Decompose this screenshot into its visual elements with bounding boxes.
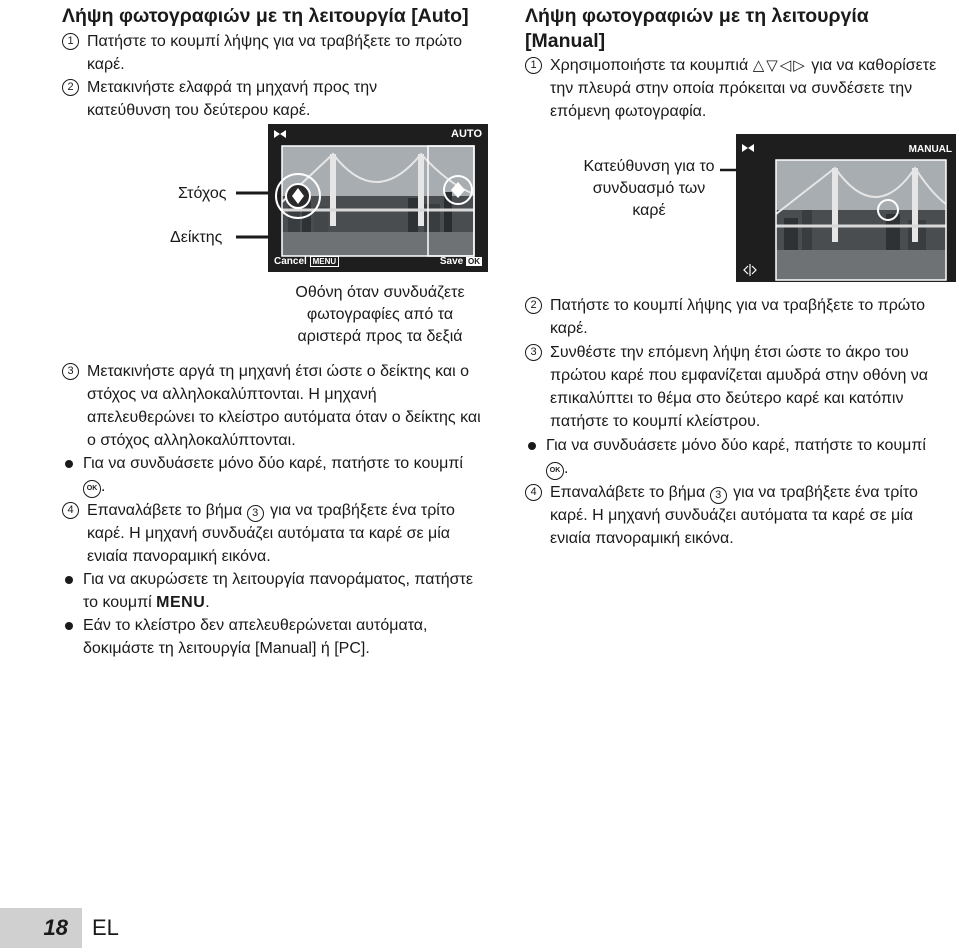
ok-button-icon: OK bbox=[546, 462, 564, 480]
bullet-text: Εάν το κλείστρο δεν απελευθερώνεται αυτόματα, δοκιμάστε τη λειτουργία [Manual] ή [PC]. bbox=[83, 617, 428, 657]
ok-key-icon: OK bbox=[468, 257, 480, 266]
camera-screen-manual bbox=[736, 134, 956, 282]
language-code: EL bbox=[92, 915, 119, 940]
right-step-4 bbox=[525, 481, 957, 550]
bullet-text: Για να ακυρώσετε τη λειτουργία πανοράματος, πατήστε το κουμπί MENU. bbox=[83, 571, 473, 611]
bullet-icon bbox=[528, 442, 536, 450]
mode-label-manual: MANUAL bbox=[908, 144, 952, 155]
label-direction: Κατεύθυνση για το συνδυασμό των καρέ bbox=[583, 158, 715, 219]
left-step-2 bbox=[62, 76, 462, 122]
step-text: Χρησιμοποιήστε τα κουμπιά △▽◁▷ για να καθορίσετε την πλευρά στην οποία πρόκειται να συνδέσετε την επόμενη φωτογραφία. bbox=[550, 54, 950, 123]
step-number-badge: 3 bbox=[62, 363, 79, 380]
ok-button-icon: OK bbox=[83, 480, 101, 498]
save-button[interactable] bbox=[440, 256, 482, 267]
step-text: Επαναλάβετε το βήμα 3 για να τραβήξετε ένα τρίτο καρέ. Η μηχανή συνδυάζει αυτόματα τα καρέ σε μία ενιαία πανοραμική εικόνα. bbox=[87, 502, 455, 565]
caption-line: Οθόνη όταν συνδυάζετε bbox=[295, 284, 465, 301]
cancel-button[interactable] bbox=[274, 256, 339, 267]
bridge-photo-manual bbox=[736, 134, 956, 282]
save-label: Save bbox=[439, 256, 464, 267]
screen-caption bbox=[250, 282, 510, 348]
step-number-badge: 4 bbox=[525, 484, 542, 501]
camera-screen-auto bbox=[268, 124, 488, 272]
menu-key-icon: MENU bbox=[310, 256, 340, 267]
step-number-badge: 3 bbox=[525, 344, 542, 361]
label-pointer: Δείκτης bbox=[170, 229, 223, 246]
bullet-text: Για να συνδυάσετε μόνο δύο καρέ, πατήστε το κουμπί OK . bbox=[546, 434, 935, 480]
left-step-4 bbox=[62, 499, 482, 568]
right-section-title: Λήψη φωτογραφιών με τη λειτουργία [Manual] bbox=[525, 5, 869, 52]
page-number: 18 bbox=[0, 908, 82, 948]
arrow-buttons-icon: △▽◁▷ bbox=[752, 57, 807, 74]
bullet-icon bbox=[65, 576, 73, 584]
step-number-badge: 2 bbox=[525, 297, 542, 314]
left-bullet-2 bbox=[62, 568, 482, 614]
step-text: Μετακινήστε ελαφρά τη μηχανή προς την κατεύθυνση του δεύτερου καρέ. bbox=[87, 79, 378, 119]
step-number-badge: 4 bbox=[62, 502, 79, 519]
left-step-1 bbox=[62, 30, 482, 76]
step-number-badge: 1 bbox=[62, 33, 79, 50]
left-bullet-3 bbox=[62, 614, 482, 660]
right-step-3 bbox=[525, 341, 950, 433]
left-bullet-1 bbox=[62, 452, 467, 498]
cancel-label: Cancel bbox=[274, 256, 307, 267]
bullet-icon bbox=[65, 460, 73, 468]
step-text: Επαναλάβετε το βήμα 3 για να τραβήξετε ένα τρίτο καρέ. Η μηχανή συνδυάζει αυτόματα τα καρέ σε μία ενιαία πανοραμική εικόνα. bbox=[550, 484, 918, 547]
step-ref-badge: 3 bbox=[247, 505, 264, 522]
caption-line: αριστερά προς τα δεξιά bbox=[297, 328, 463, 345]
step-number-badge: 2 bbox=[62, 79, 79, 96]
step-ref-badge: 3 bbox=[710, 487, 727, 504]
bullet-text: Για να συνδυάσετε μόνο δύο καρέ, πατήστε το κουμπί OK . bbox=[83, 452, 467, 498]
step-text: Μετακινήστε αργά τη μηχανή έτσι ώστε ο δείκτης και ο στόχος να αλληλοκαλύπτονται. Η μηχανή απελευθερώνει το κλείστρο αυτόματα όταν ο δείκτης και ο στόχος αλληλοκαλύπτονται. bbox=[87, 363, 481, 449]
right-bullet-1 bbox=[525, 434, 935, 480]
left-section-title: Λήψη φωτογραφιών με τη λειτουργία [Auto] bbox=[62, 5, 469, 27]
left-step-3 bbox=[62, 360, 484, 452]
step-text: Πατήστε το κουμπί λήψης για να τραβήξετε το πρώτο καρέ. bbox=[550, 297, 926, 337]
mode-label-auto: AUTO bbox=[451, 128, 482, 140]
bridge-photo bbox=[268, 124, 488, 272]
right-step-1 bbox=[525, 54, 950, 123]
menu-key-label: MENU bbox=[156, 594, 206, 611]
right-step-2 bbox=[525, 294, 945, 340]
label-target: Στόχος bbox=[178, 185, 227, 202]
caption-line: φωτογραφίες από τα bbox=[306, 306, 454, 323]
bullet-icon bbox=[65, 622, 73, 630]
step-number-badge: 1 bbox=[525, 57, 542, 74]
step-text: Συνθέστε την επόμενη λήψη έτσι ώστε το άκρο του πρώτου καρέ που εμφανίζεται αμυδρά στην οθόνη να επικαλύπτει το θέμα στο δεύτερο καρέ και κατόπιν πατήστε το κουμπί κλείστρου. bbox=[550, 344, 929, 430]
step-text: Πατήστε το κουμπί λήψης για να τραβήξετε το πρώτο καρέ. bbox=[87, 33, 463, 73]
